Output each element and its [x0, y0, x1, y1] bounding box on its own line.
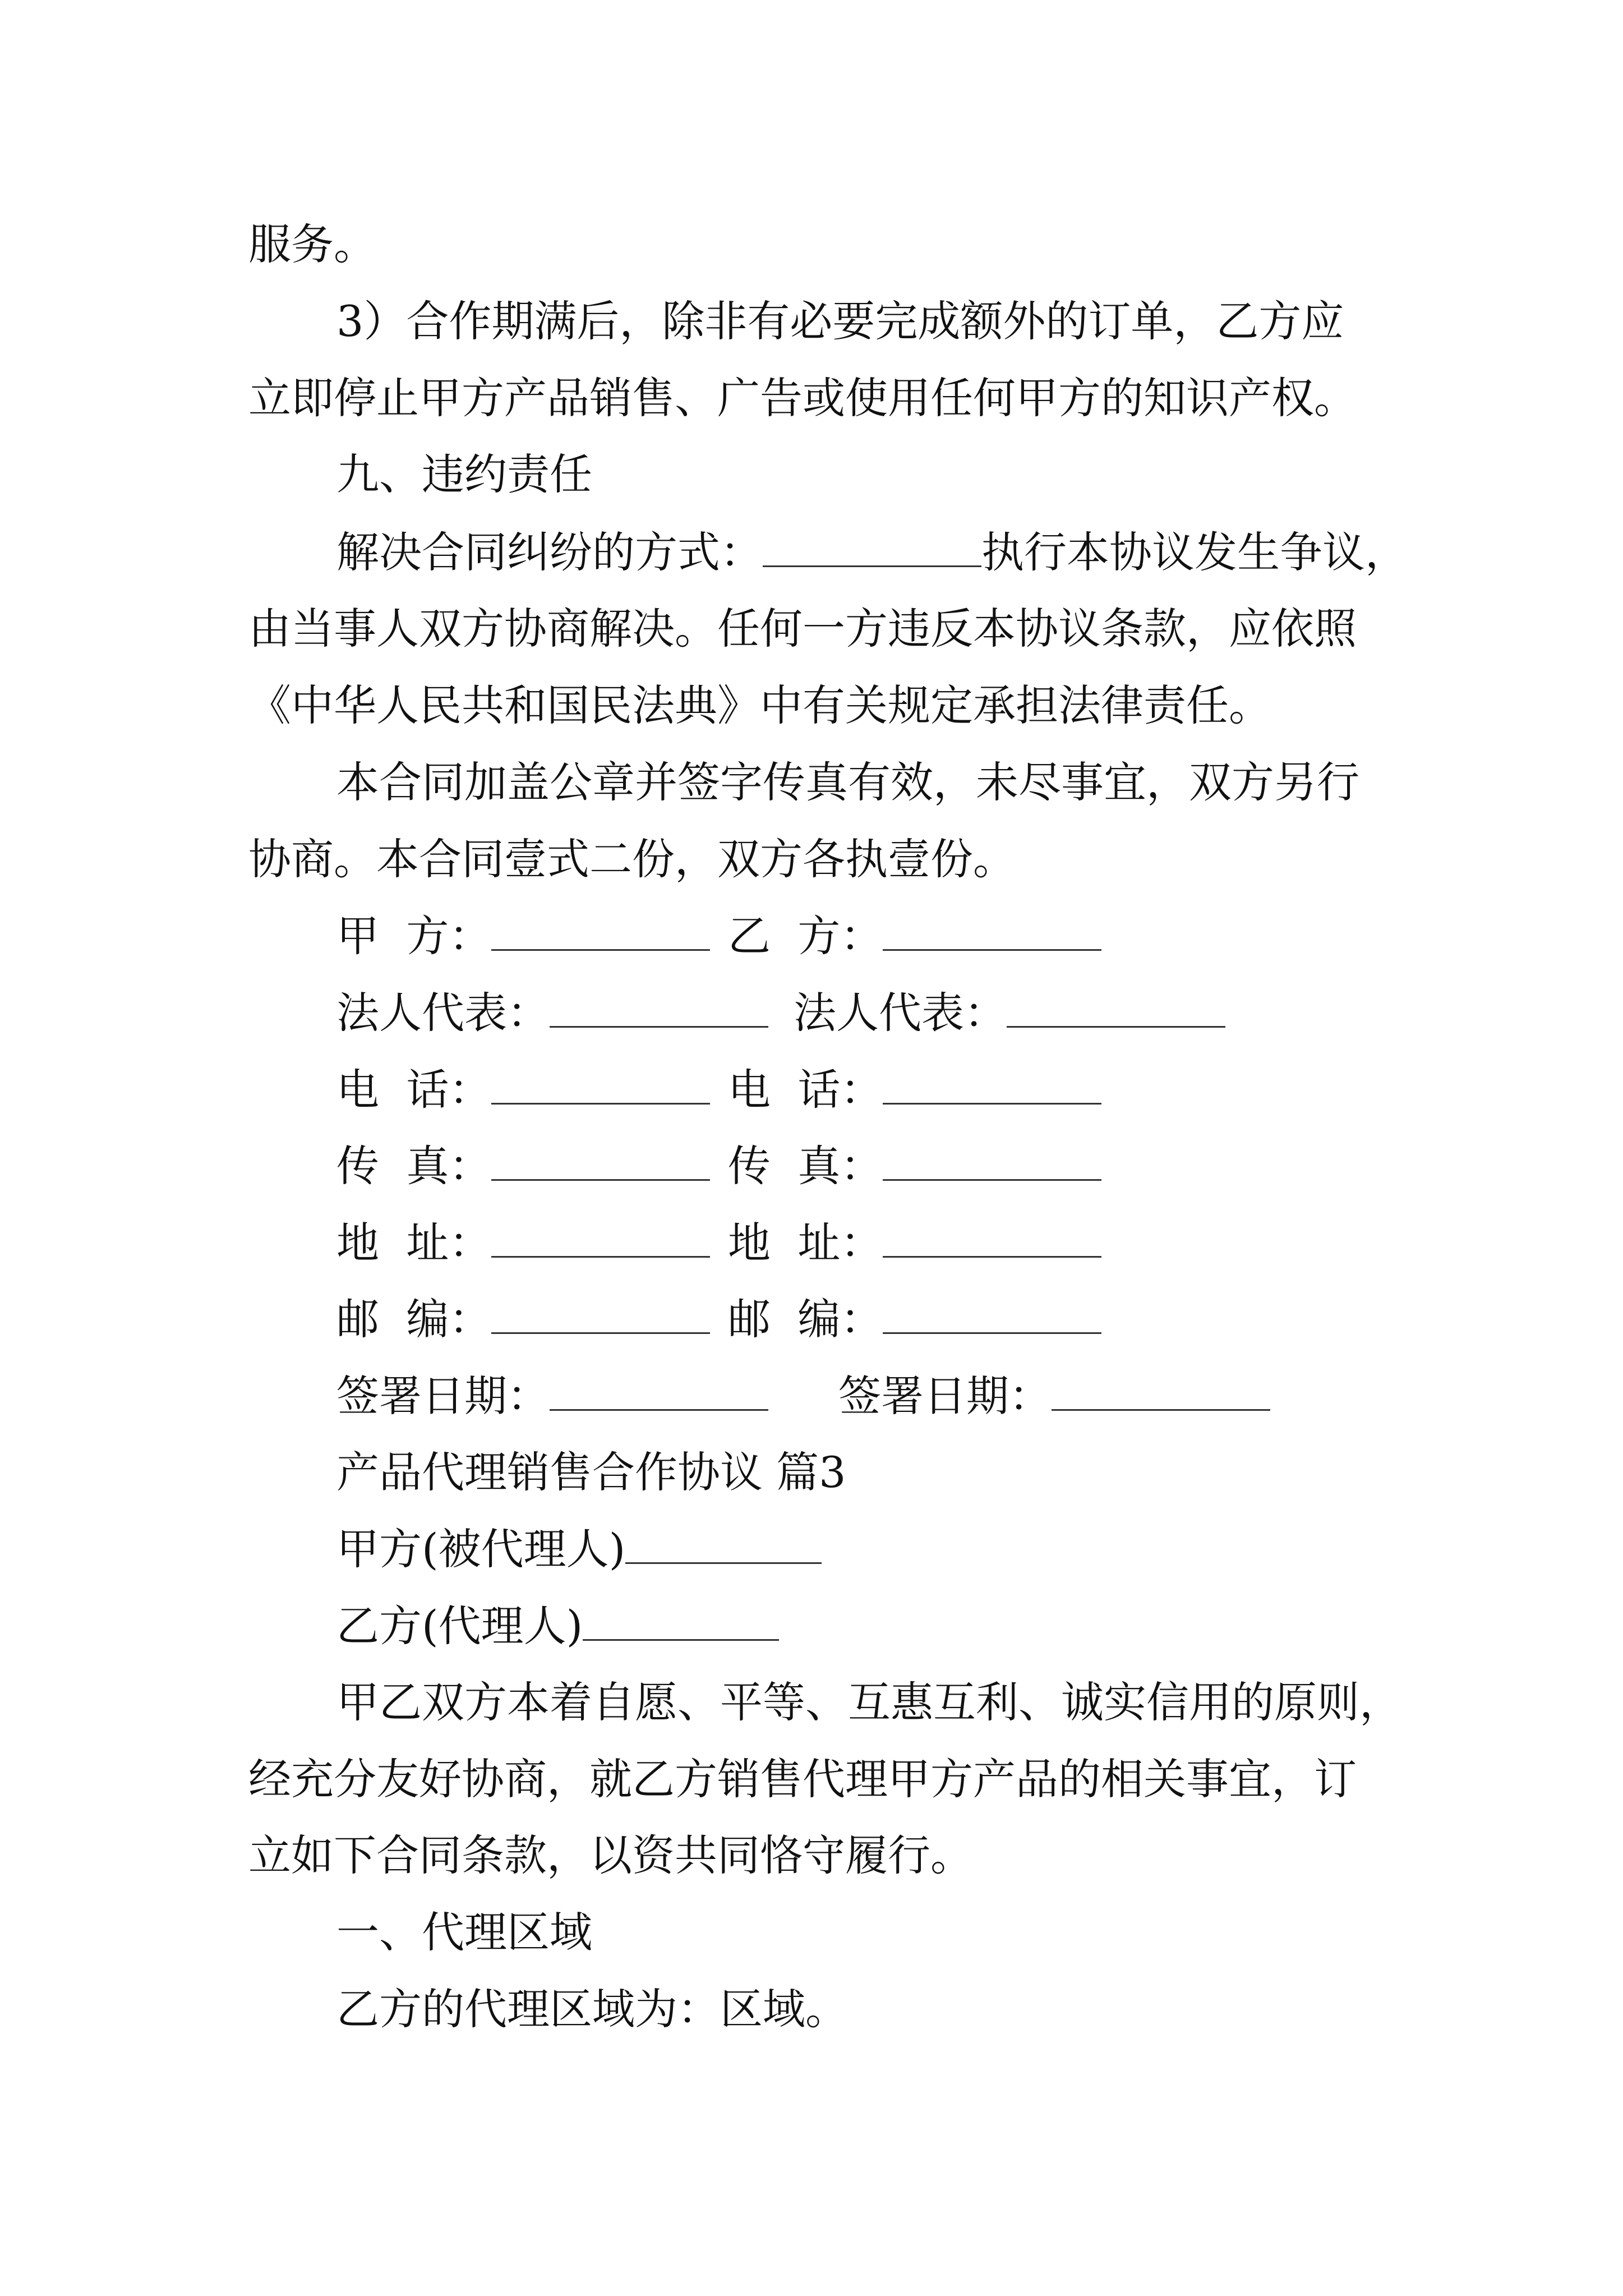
fill-blank	[763, 531, 981, 567]
addr-a-label: 地 址：	[336, 1218, 492, 1268]
signature-row-fax	[336, 1141, 883, 1191]
party-a-blank	[491, 914, 710, 951]
paragraph-line: 经充分友好协商，就乙方销售代理甲方产品的相关事宜，订	[248, 1754, 1357, 1804]
section-heading: 一、代理区域	[336, 1907, 592, 1957]
zip-a-blank	[491, 1297, 710, 1334]
date-a-blank	[550, 1374, 768, 1411]
addr-a-blank	[491, 1221, 710, 1258]
party-b-label: 乙 方：	[728, 911, 883, 961]
principal-blank	[625, 1527, 822, 1564]
addr-b-field	[728, 1218, 1101, 1268]
tel-b-label: 电 话：	[728, 1065, 883, 1115]
dispute-label: 解决合同纠纷的方式：	[336, 527, 763, 577]
fax-b-field	[728, 1141, 1101, 1191]
signature-row-date	[336, 1371, 1052, 1421]
tel-a-blank	[491, 1068, 710, 1105]
party-b-field	[728, 911, 1101, 961]
paragraph-line	[336, 527, 1408, 577]
paragraph-line: 3）合作期满后，除非有必要完成额外的订单，乙方应	[336, 296, 1344, 346]
zip-b-blank	[883, 1297, 1101, 1334]
zip-b-label: 邮 编：	[728, 1294, 883, 1344]
agent-blank	[583, 1604, 779, 1641]
rep-b-field	[794, 988, 1225, 1038]
fax-b-label: 传 真：	[728, 1141, 883, 1191]
signature-row-zip	[336, 1294, 883, 1344]
paragraph-line: 《中华人民共和国民法典》中有关规定承担法律责任。	[248, 680, 1271, 730]
fax-a-blank	[491, 1144, 710, 1181]
rep-a-label: 法人代表：	[336, 988, 550, 1038]
agent-label: 乙方(代理人)	[336, 1601, 583, 1651]
date-b-label: 签署日期：	[838, 1371, 1052, 1421]
paragraph-line: 甲乙双方本着自愿、平等、互惠互利、诚实信用的原则，	[336, 1677, 1402, 1727]
rep-a-blank	[550, 991, 768, 1028]
agent-line	[336, 1601, 779, 1651]
date-b-blank	[1052, 1374, 1270, 1411]
principal-line	[336, 1524, 822, 1574]
signature-row-party	[336, 911, 883, 961]
section-heading: 九、违约责任	[336, 449, 592, 499]
signature-row-tel	[336, 1065, 883, 1115]
addr-b-label: 地 址：	[728, 1218, 883, 1268]
fax-a-label: 传 真：	[336, 1141, 492, 1191]
agreement-title: 产品代理销售合作协议 篇3	[336, 1447, 846, 1497]
fax-b-blank	[883, 1144, 1101, 1181]
principal-label: 甲方(被代理人)	[336, 1524, 626, 1574]
paragraph-line: 服务。	[248, 219, 376, 269]
tel-a-label: 电 话：	[336, 1065, 492, 1115]
paragraph-line: 协商。本合同壹式二份，双方各执壹份。	[248, 834, 1016, 884]
rep-b-blank	[1007, 991, 1225, 1028]
zip-b-field	[728, 1294, 1101, 1344]
paragraph-line: 乙方的代理区域为：区域。	[336, 1984, 848, 2034]
paragraph-line: 由当事人双方协商解决。任何一方违反本协议条款，应依照	[248, 604, 1357, 654]
paragraph-line: 立即停止甲方产品销售、广告或使用任何甲方的知识产权。	[248, 373, 1357, 423]
zip-a-label: 邮 编：	[336, 1294, 492, 1344]
tel-b-field	[728, 1065, 1101, 1115]
paragraph-line: 立如下合同条款，以资共同恪守履行。	[248, 1830, 973, 1880]
paragraph-line: 本合同加盖公章并签字传真有效，未尽事宜，双方另行	[336, 757, 1359, 807]
signature-row-address	[336, 1218, 883, 1268]
date-a-label: 签署日期：	[336, 1371, 550, 1421]
rep-b-label: 法人代表：	[794, 988, 1007, 1038]
party-a-label: 甲 方：	[336, 911, 492, 961]
party-b-blank	[883, 914, 1101, 951]
dispute-text: 执行本协议发生争议，	[981, 527, 1408, 577]
date-b-field	[838, 1371, 1270, 1421]
tel-b-blank	[883, 1068, 1101, 1105]
addr-b-blank	[883, 1221, 1101, 1258]
signature-row-rep	[336, 988, 1007, 1038]
